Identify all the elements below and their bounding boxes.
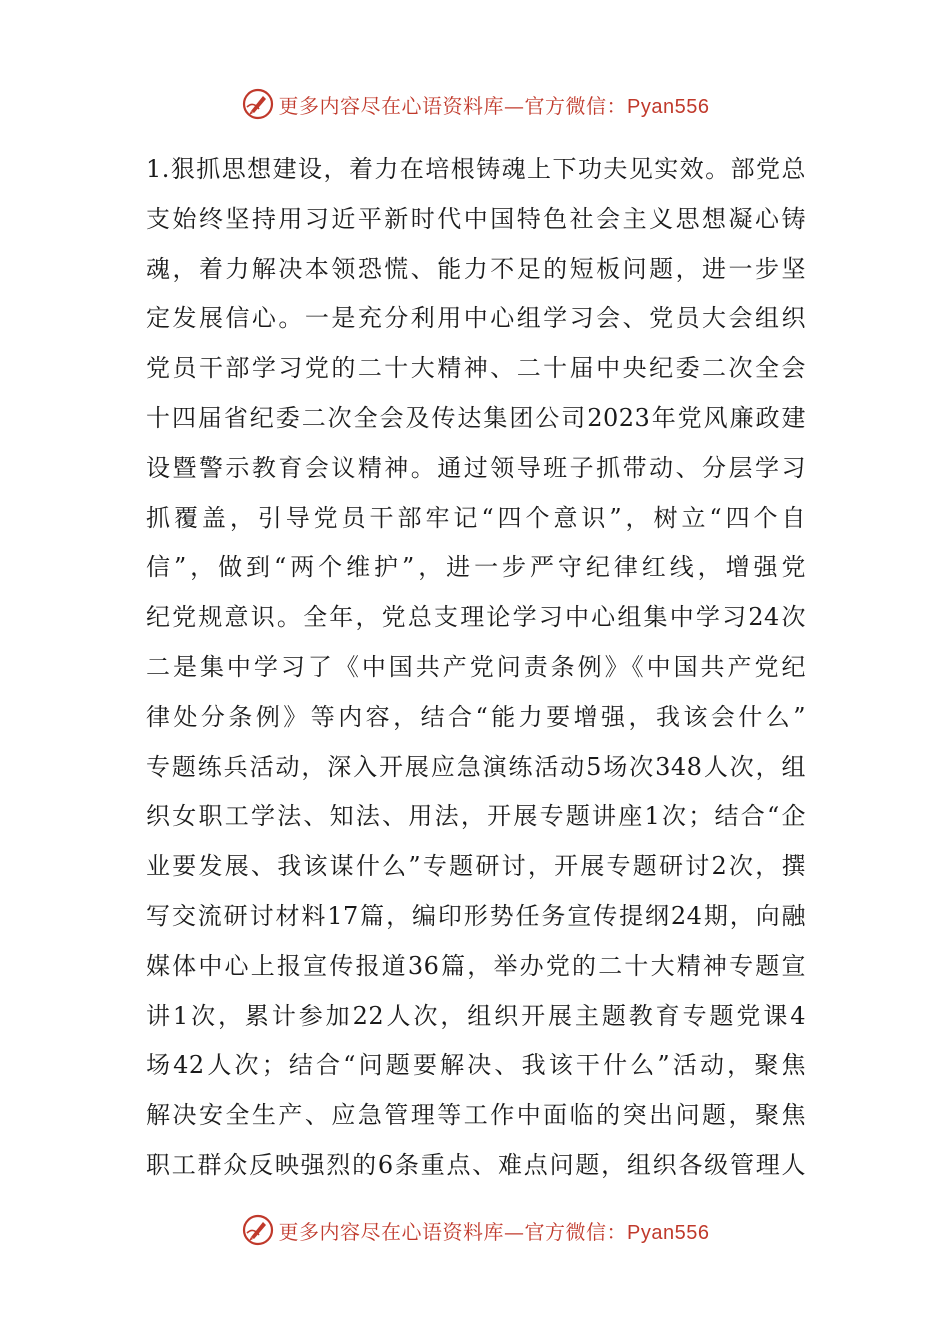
body-line: 1.狠抓思想建设，着力在培根铸魂上下功夫见实效。部党总 (146, 155, 806, 183)
document-body (146, 145, 806, 1191)
body-line: 二是集中学习了《中国共产党问责条例》《中国共产党纪 (146, 652, 806, 681)
body-line: 抓覆盖，引导党员干部牢记“四个意识”，树立“四个自 (146, 503, 806, 532)
body-line: 解决安全生产、应急管理等工作中面临的突出问题，聚焦 (146, 1101, 806, 1130)
body-line: 魂，着力解决本领恐慌、能力不足的短板问题，进一步坚 (146, 254, 806, 283)
body-line: 写交流研讨材料17篇，编印形势任务宣传提纲24期，向融 (146, 901, 806, 930)
header-banner (0, 84, 950, 124)
body-line: 十四届省纪委二次全会及传达集团公司2023年党风廉政建 (146, 403, 806, 432)
body-line: 媒体中心上报宣传报道36篇，举办党的二十大精神专题宣 (146, 951, 806, 980)
header-banner-text: 更多内容尽在心语资料库—官方微信：Pyan556 (278, 93, 710, 118)
body-line: 职工群众反映强烈的6条重点、难点问题，组织各级管理人 (146, 1150, 806, 1179)
header-banner-brand: Pyan556 (627, 95, 710, 118)
body-line: 设暨警示教育会议精神。通过领导班子抓带动、分层学习 (146, 453, 806, 482)
body-line: 党员干部学习党的二十大精神、二十届中央纪委二次全会 (146, 354, 806, 383)
pen-logo-icon (241, 87, 275, 121)
body-line: 业要发展、我该谋什么”专题研讨，开展专题研讨2次，撰 (146, 852, 806, 881)
body-line: 信”，做到“两个维护”，进一步严守纪律红线，增强党 (146, 553, 806, 582)
body-line: 律处分条例》等内容，结合“能力要增强，我该会什么” (146, 702, 806, 731)
footer-banner-brand: Pyan556 (627, 1221, 710, 1244)
body-line: 专题练兵活动，深入开展应急演练活动5场次348人次，组 (146, 752, 806, 781)
footer-banner-text: 更多内容尽在心语资料库—官方微信：Pyan556 (278, 1219, 710, 1244)
body-line: 场42人次；结合“问题要解决、我该干什么”活动，聚焦 (146, 1051, 806, 1080)
footer-banner (0, 1210, 950, 1250)
body-line: 定发展信心。一是充分利用中心组学习会、党员大会组织 (146, 304, 806, 333)
body-line: 支始终坚持用习近平新时代中国特色社会主义思想凝心铸 (146, 204, 806, 233)
body-line: 纪党规意识。全年，党总支理论学习中心组集中学习24次 (146, 603, 806, 632)
body-line: 织女职工学法、知法、用法，开展专题讲座1次；结合“企 (146, 802, 806, 831)
body-line: 讲1次，累计参加22人次，组织开展主题教育专题党课4 (146, 1001, 806, 1030)
pen-logo-icon (241, 1213, 275, 1247)
